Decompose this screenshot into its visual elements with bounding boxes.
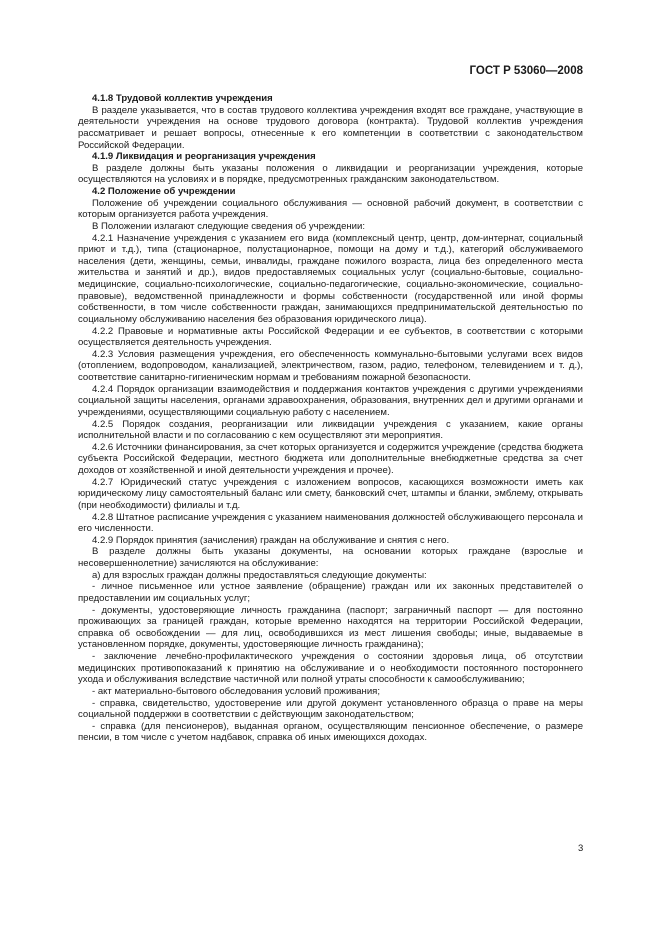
paragraph-4-2-6: 4.2.6 Источники финансирования, за счет которых организуется и содержится учреждение (средства бюджета субъекта Российской Федерации, местного бюджета или дополнительные внебюджетные средства за счет доходов от хозяйственной и иной деятельности учреждения и прочее). xyxy=(78,441,583,476)
list-item: - акт материально-бытового обследования условий проживания; xyxy=(92,685,380,697)
paragraph-4-2-8: 4.2.8 Штатное расписание учреждения с указанием наименования должностей обслуживающего персонала и его численности. xyxy=(78,511,583,535)
paragraph: В разделе должны быть указаны положения о ликвидации и реорганизации учреждения, которые осуществляются на условиях и в порядке, предусмотренных гражданским законодательством. xyxy=(78,162,583,186)
paragraph-4-2-1: 4.2.1 Назначение учреждения с указанием его вида (комплексный центр, центр, дом-интернат, социальный приют и т.д.), типа (стационарное, полустационарное, помощи на дому и т.д.), категорий обслуживаемого населения (дети, женщины, семьи, инвалиды, граждане пожилого возраста, лица без определенного места жительства и занятий и др.), видов предоставляемых социальных услуг (социально-бытовые, социально-медицинские, социально-психологические, социально-педагогические, социально-экономические, социально-правовые), ведомственной принадлежности и формы собственности (государственной или иной формы собственности, в том числе собственности граждан, занимающихся предпринимательской деятельностью по социальному обслуживанию населения без образования юридического лица). xyxy=(78,232,583,325)
paragraph: Положение об учреждении социального обслуживания — основной рабочий документ, в соответствии с которым организуется работа учреждения. xyxy=(78,197,583,221)
list-item: - справка (для пенсионеров), выданная органом, осуществляющим пенсионное обеспечение, о размере пенсии, в том числе с учетом надбавок, справка об иных имеющихся доходах. xyxy=(78,720,583,744)
list-item: - заключение лечебно-профилактического учреждения о состоянии здоровья лица, об отсутствии медицинских противопоказаний к принятию на обслуживание и о необходимости постоянного постороннего ухода и обслуживания вследствие частичной или полной утраты способности к самообслуживанию; xyxy=(78,651,583,686)
paragraph: В разделе указывается, что в состав трудового коллектива учреждения входят все граждане, участвующие в деятельности учреждения на основе трудового договора (контракта). Трудовой коллектив учреждения рассматривает и решает вопросы, отнесенные к его компетенции в соответствии с законодательством Российской Федерации. xyxy=(78,104,583,151)
list-item: - личное письменное или устное заявление (обращение) граждан или их законных представителей о предоставлении им социальных услуг; xyxy=(78,581,583,604)
section-heading-4-2: 4.2 Положение об учреждении xyxy=(92,186,236,197)
paragraph-4-2-2: 4.2.2 Правовые и нормативные акты Российской Федерации и ее субъектов, в соответствии с которыми осуществляется деятельность учреждения. xyxy=(78,325,583,349)
paragraph-4-2-9: 4.2.9 Порядок принятия (зачисления) граждан на обслуживание и снятия с него. xyxy=(92,534,450,546)
list-item: а) для взрослых граждан должны предоставляться следующие документы: xyxy=(92,569,427,581)
page-number: 3 xyxy=(578,843,584,854)
paragraph-4-2-3: 4.2.3 Условия размещения учреждения, его обеспеченность коммунально-бытовыми услугами всех видов (отоплением, водопроводом, канализацией, электричеством, газом, радио, телефоном, телевидением и т. д.), соответствие санитарно-гигиеническим нормам и требованиям пожарной безопасности. xyxy=(78,348,583,383)
paragraph: В Положении излагают следующие сведения об учреждении: xyxy=(92,220,365,232)
paragraph: В разделе должны быть указаны документы, на основании которых граждане (взрослые и несовершеннолетние) зачисляются на обслуживание: xyxy=(78,546,583,569)
section-heading-4-1-8: 4.1.8 Трудовой коллектив учреждения xyxy=(92,93,273,104)
paragraph-4-2-5: 4.2.5 Порядок создания, реорганизации или ликвидации учреждения с указанием, какие органы исполнительной власти и по согласованию с кем осуществляют эти мероприятия. xyxy=(78,418,583,442)
document-id: ГОСТ Р 53060—2008 xyxy=(469,65,583,77)
paragraph-4-2-4: 4.2.4 Порядок организации взаимодействия и поддержания контактов учреждения с другими учреждениями социальной защиты населения, органами здравоохранения, образования, внутренних дел и другими органами и учреждениями, осуществляющими социальную работу с населением. xyxy=(78,383,583,418)
list-item: - справка, свидетельство, удостоверение или другой документ установленного образца о праве на меры социальной поддержки в соответствии с действующим законодательством; xyxy=(78,697,583,721)
paragraph-4-2-7: 4.2.7 Юридический статус учреждения с изложением вопросов, касающихся возможности иметь как юридическому лицу самостоятельный баланс или смету, банковский счет, штампы и бланки, эмблему, открывать (при необходимости) филиалы и т.д. xyxy=(78,476,583,511)
document-body xyxy=(78,93,583,744)
section-heading-4-1-9: 4.1.9 Ликвидация и реорганизация учреждения xyxy=(92,151,316,163)
list-item: - документы, удостоверяющие личность гражданина (паспорт; заграничный паспорт — для постоянно проживающих за границей граждан, которые временно находятся на территории Российской Федерации, справка об освобождении — для лиц, освободившихся из мест лишения свободы; иные, выдаваемые в установленном порядке, документы, удостоверяющие личность гражданина); xyxy=(78,604,583,651)
